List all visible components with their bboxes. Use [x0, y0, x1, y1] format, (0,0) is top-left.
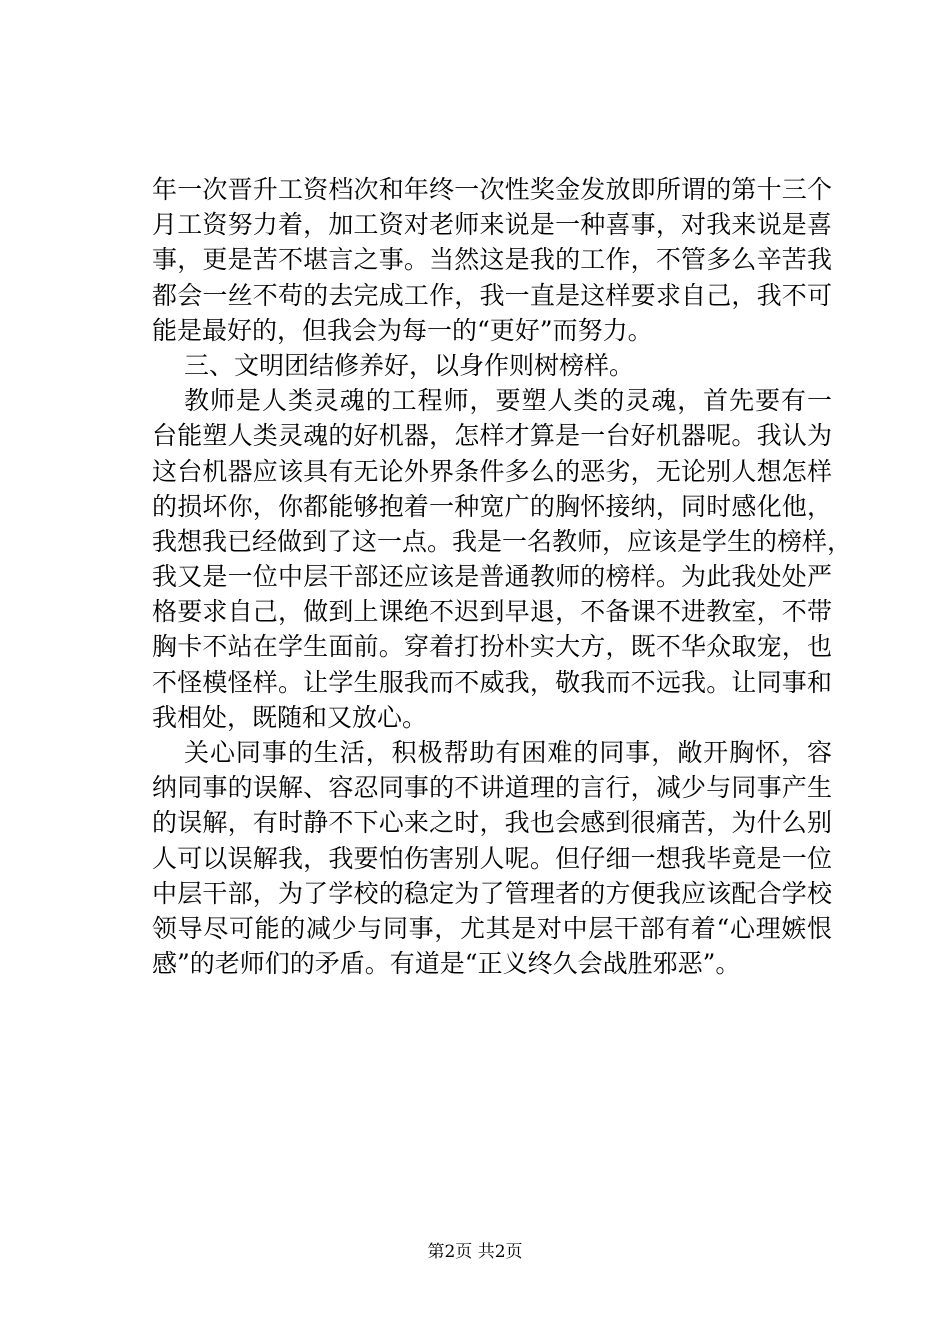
text-line: 中层干部，为了学校的稳定为了管理者的方便我应该配合学校: [152, 878, 832, 908]
paragraph-first-line: 关心同事的生活，积极帮助有困难的同事，敞开胸怀，容: [184, 738, 832, 767]
text-line: 都会一丝不苟的去完成工作，我一直是这样要求自己，我不可: [152, 280, 832, 310]
text-line: 月工资努力着，加工资对老师来说是一种喜事，对我来说是喜: [152, 210, 832, 240]
text-line: 台能塑人类灵魂的好机器，怎样才算是一台好机器呢。我认为: [152, 421, 832, 451]
text-line: 纳同事的误解、容忍同事的不讲道理的言行，减少与同事产生: [152, 773, 832, 803]
page-number-label: 第2页 共2页: [427, 1242, 523, 1262]
paragraph-first-line: 教师是人类灵魂的工程师，要塑人类的灵魂，首先要有一: [184, 386, 832, 416]
document-body: [152, 172, 853, 981]
text-line: 领导尽可能的减少与同事，尤其是对中层干部有着“心理嫉恨: [152, 913, 832, 943]
text-line: 的损坏你，你都能够抱着一种宽广的胸怀接纳，同时感化他，: [152, 491, 832, 521]
text-line: 我又是一位中层干部还应该是普通教师的榜样。为此我处处严: [152, 562, 832, 592]
text-line: 胸卡不站在学生面前。穿着打扮朴实大方，既不华众取宠，也: [152, 632, 832, 662]
text-line: 事，更是苦不堪言之事。当然这是我的工作，不管多么辛苦我: [152, 245, 832, 275]
text-line: 能是最好的，但我会为每一的“更好”而努力。: [152, 315, 653, 345]
text-line: 人可以误解我，我要怕伤害别人呢。但仔细一想我毕竟是一位: [152, 843, 832, 873]
section-heading: 三、文明团结修养好，以身作则树榜样。: [184, 350, 635, 380]
text-line: 的误解，有时静不下心来之时，我也会感到很痛苦，为什么别: [152, 808, 832, 838]
text-line: 我相处，既随和又放心。: [152, 702, 428, 732]
text-line: 这台机器应该具有无论外界条件多么的恶劣，无论别人想怎样: [152, 456, 832, 486]
text-line: 年一次晋升工资档次和年终一次性奖金发放即所谓的第十三个: [152, 175, 832, 204]
text-line: 感”的老师们的矛盾。有道是“正义终久会战胜邪恶”。: [152, 949, 741, 979]
text-line: 不怪模怪样。让学生服我而不威我，敬我而不远我。让同事和: [152, 667, 832, 697]
page-footer: [0, 1240, 950, 1264]
text-line: 格要求自己，做到上课绝不迟到早退，不备课不进教室，不带: [152, 597, 832, 627]
text-line: 我想我已经做到了这一点。我是一名教师，应该是学生的榜样，: [152, 526, 853, 556]
